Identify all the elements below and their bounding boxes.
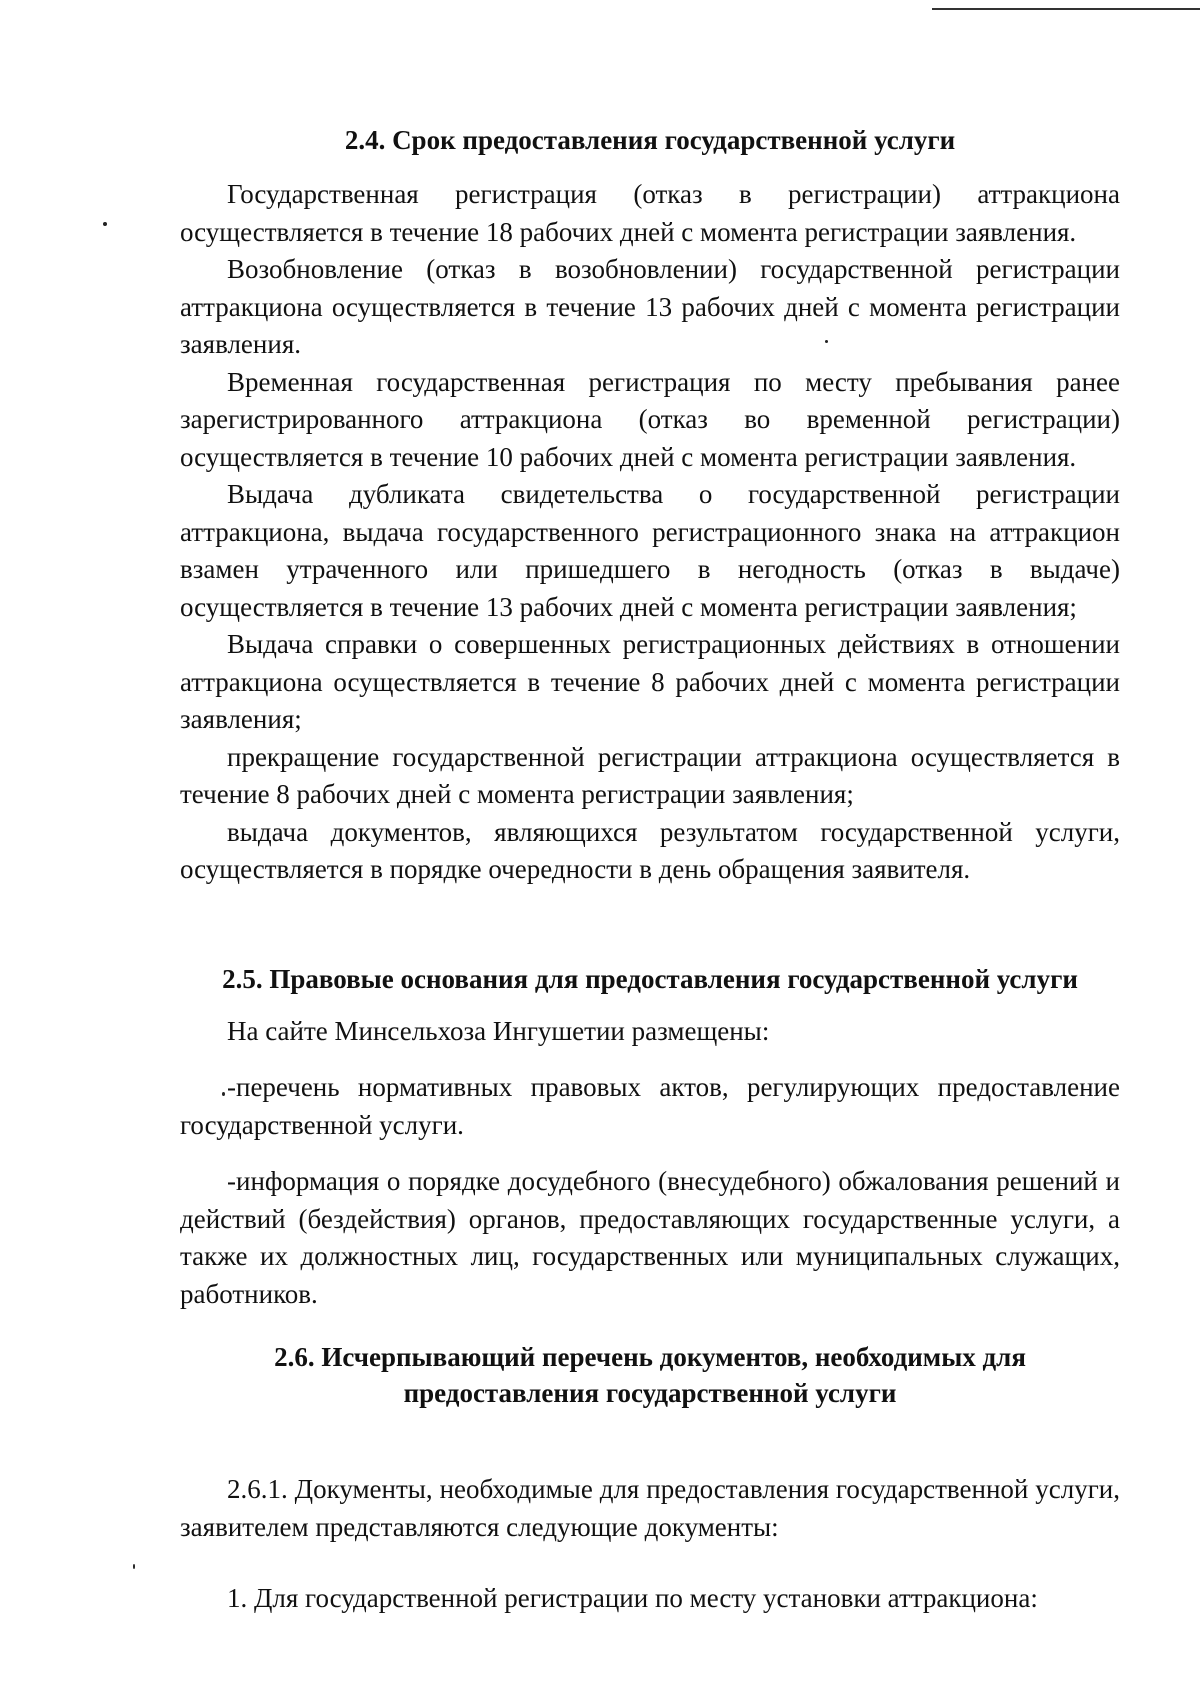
paragraph: Выдача справки о совершенных регистрационных действиях в отношении аттракциона осуществляется в течение 8 рабочих дней с момента регистрации заявления; bbox=[180, 629, 1120, 734]
scan-speck bbox=[222, 1092, 225, 1096]
top-rule bbox=[932, 8, 1200, 10]
section-heading-2-4: 2.4. Срок предоставления государственной услуги bbox=[344, 125, 956, 155]
scan-speck bbox=[103, 222, 107, 226]
paragraph: -перечень нормативных правовых актов, регулирующих предоставление государственной услуги. bbox=[180, 1072, 1120, 1140]
document-page bbox=[180, 122, 1120, 1618]
scan-speck bbox=[133, 1564, 135, 1569]
paragraph: Временная государственная регистрация по месту пребывания ранее зарегистрированного аттракциона (отказ во временной регистрации) осуществляется в течение 10 рабочих дней с момента регистрации заявления. bbox=[180, 366, 1120, 472]
paragraph: 2.6.1. Документы, необходимые для предоставления государственной услуги, заявителем представляются следующие документы: bbox=[180, 1474, 1120, 1542]
paragraph: Выдача дубликата свидетельства о государственной регистрации аттракциона, выдача государственного регистрационного знака на аттракцион взамен утраченного или пришедшего в негодность (отказ в выдаче) осуществляется в течение 13 рабочих дней с момента регистрации заявления; bbox=[180, 479, 1120, 622]
paragraph: 1. Для государственной регистрации по месту установки аттракциона: bbox=[227, 1583, 1038, 1613]
section-heading-2-6: 2.6. Исчерпывающий перечень документов, необходимых для предоставления государственной услуги bbox=[274, 1342, 1026, 1408]
paragraph: прекращение государственной регистрации аттракциона осуществляется в течение 8 рабочих дней с момента регистрации заявления; bbox=[180, 741, 1120, 809]
paragraph: Государственная регистрация (отказ в регистрации) аттракциона осуществляется в течение 18 рабочих дней с момента регистрации заявления. bbox=[180, 179, 1120, 247]
paragraph: -информация о порядке досудебного (внесудебного) обжалования решений и действий (бездействия) органов, предоставляющих государственные услуги, а также их должностных лиц, государственных или муниципальных служащих, работников. bbox=[180, 1166, 1120, 1309]
paragraph: Возобновление (отказ в возобновлении) государственной регистрации аттракциона осуществляется в течение 13 рабочих дней с момента регистрации заявления. bbox=[180, 254, 1120, 359]
scan-speck bbox=[825, 340, 828, 343]
paragraph: На сайте Минсельхоза Ингушетии размещены: bbox=[227, 1015, 770, 1046]
paragraph: выдача документов, являющихся результатом государственной услуги, осуществляется в порядке очередности в день обращения заявителя. bbox=[180, 816, 1120, 884]
section-heading-2-5: 2.5. Правовые основания для предоставления государственной услуги bbox=[222, 963, 1078, 994]
